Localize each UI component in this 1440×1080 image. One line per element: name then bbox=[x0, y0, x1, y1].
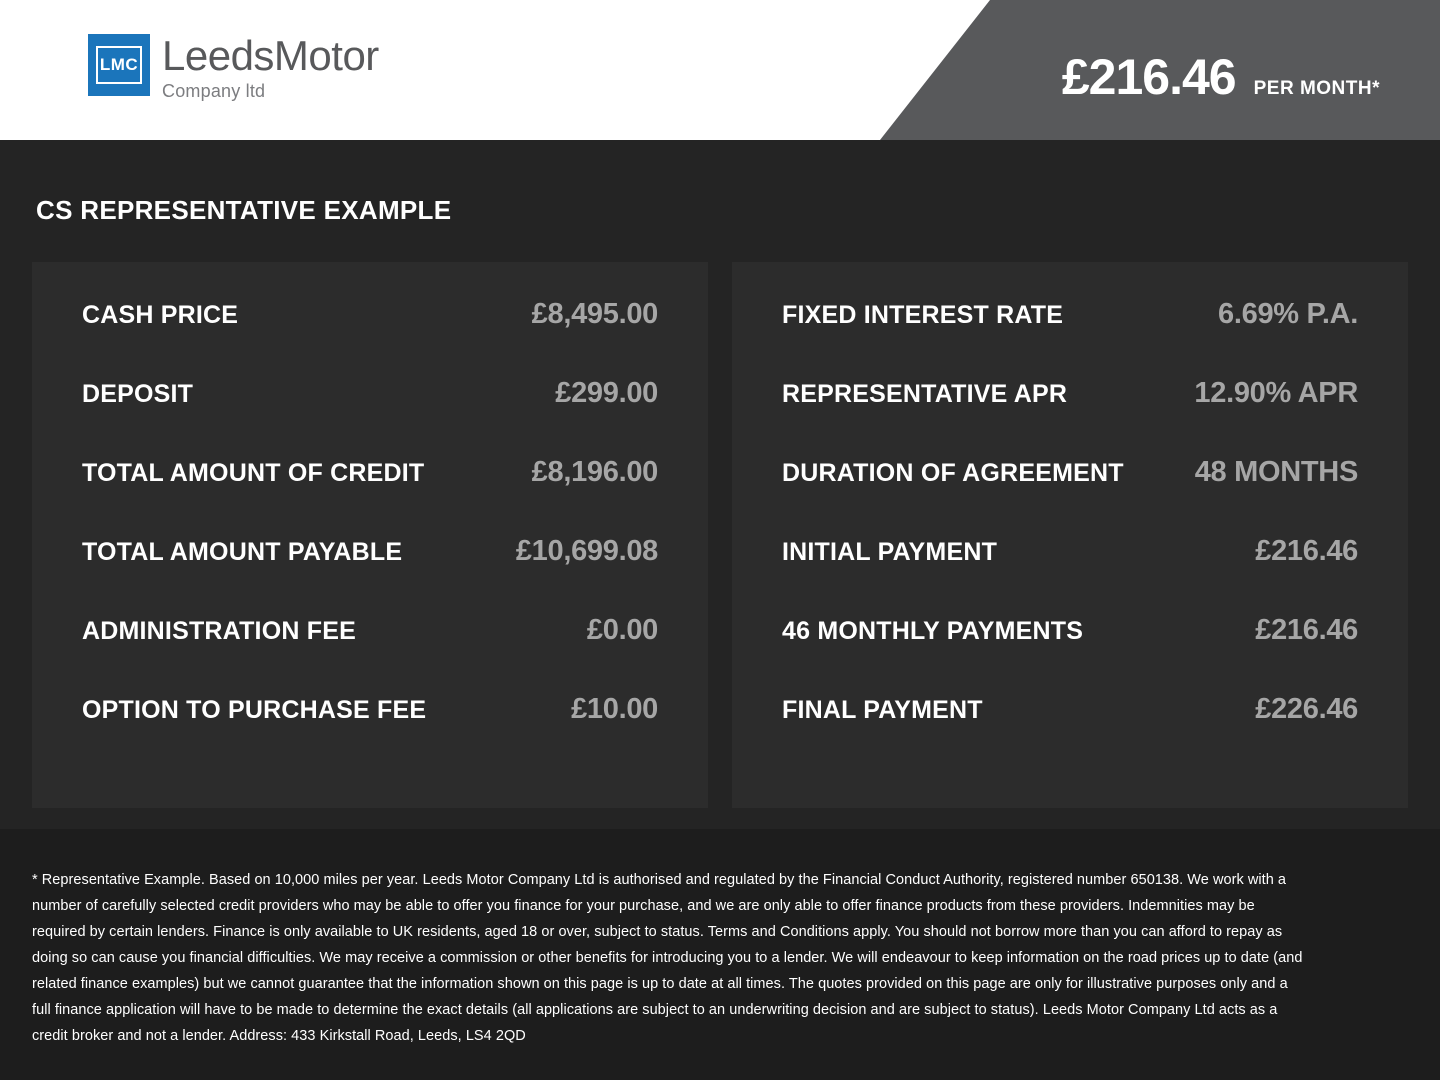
main-content bbox=[0, 140, 1440, 808]
row-value: 48 MONTHS bbox=[1194, 456, 1358, 488]
row-value: £216.46 bbox=[1255, 614, 1358, 646]
price-period-label: PER MONTH* bbox=[1253, 78, 1380, 99]
logo-company-name: LeedsMotor bbox=[162, 32, 379, 79]
price-amount: £216.46 bbox=[1061, 49, 1236, 105]
logo-mark-text: LMC bbox=[96, 46, 142, 84]
row-label: DURATION OF AGREEMENT bbox=[782, 459, 1124, 487]
logo-company-suffix: Company ltd bbox=[162, 81, 266, 101]
footer-disclaimer bbox=[0, 829, 1440, 1080]
row-value: £8,495.00 bbox=[531, 298, 658, 330]
row-label: REPRESENTATIVE APR bbox=[782, 380, 1068, 408]
row-label: 46 MONTHLY PAYMENTS bbox=[782, 617, 1084, 645]
page-header bbox=[0, 0, 1440, 140]
row-label: TOTAL AMOUNT PAYABLE bbox=[82, 538, 403, 566]
row-value: £299.00 bbox=[555, 377, 658, 409]
logo-wordmark bbox=[162, 34, 379, 102]
row-label: DEPOSIT bbox=[82, 380, 194, 408]
row-value: 12.90% APR bbox=[1194, 377, 1358, 409]
row-value: £216.46 bbox=[1255, 535, 1358, 567]
table-row bbox=[782, 535, 1358, 614]
table-row bbox=[782, 377, 1358, 456]
table-row bbox=[82, 377, 658, 456]
logo-mark-icon bbox=[88, 34, 150, 96]
table-row bbox=[782, 614, 1358, 693]
row-label: TOTAL AMOUNT OF CREDIT bbox=[82, 459, 425, 487]
table-row bbox=[82, 535, 658, 614]
finance-panel-right bbox=[732, 262, 1408, 808]
row-value: £0.00 bbox=[586, 614, 658, 646]
finance-details-panels bbox=[32, 262, 1408, 808]
page-title: CS REPRESENTATIVE EXAMPLE bbox=[36, 195, 452, 225]
row-label: ADMINISTRATION FEE bbox=[82, 617, 356, 645]
company-logo bbox=[88, 34, 379, 102]
row-value: £10,699.08 bbox=[515, 535, 658, 567]
table-row bbox=[782, 298, 1358, 377]
table-row bbox=[82, 456, 658, 535]
monthly-price bbox=[1062, 48, 1380, 106]
row-label: OPTION TO PURCHASE FEE bbox=[82, 696, 427, 724]
row-value: 6.69% P.A. bbox=[1218, 298, 1358, 330]
finance-panel-left bbox=[32, 262, 708, 808]
row-label: FIXED INTEREST RATE bbox=[782, 301, 1064, 329]
row-value: £8,196.00 bbox=[531, 456, 658, 488]
table-row bbox=[82, 693, 658, 772]
row-label: CASH PRICE bbox=[82, 301, 239, 329]
table-row bbox=[82, 614, 658, 693]
table-row bbox=[782, 693, 1358, 772]
row-label: INITIAL PAYMENT bbox=[782, 538, 998, 566]
table-row bbox=[82, 298, 658, 377]
row-value: £10.00 bbox=[571, 693, 658, 725]
row-value: £226.46 bbox=[1255, 693, 1358, 725]
disclaimer-text: * Representative Example. Based on 10,000 miles per year. Leeds Motor Company Ltd is authorised and regulated by the Financial Conduct Authority, registered number 650138. We work with a number of carefully selected credit providers who may be able to offer you finance for your purchase, and we are only able to offer finance products from these providers. Indemnities may be required by certain lenders. Finance is only available to UK residents, aged 18 or over, subject to status. Terms and Conditions apply. You should not borrow more than you can afford to repay as doing so can cause you financial difficulties. We may receive a commission or other benefits for introducing you to a lender. We will endeavour to keep information on the road prices up to date (and related finance examples) but we cannot guarantee that the information shown on this page is up to date at all times. The quotes provided on this page are only for illustrative purposes only and a full finance application will have to be made to determine the exact details (all applications are subject to an underwriting decision and are subject to status). Leeds Motor Company Ltd acts as a credit broker and not a lender. Address: 433 Kirkstall Road, Leeds, LS4 2QD bbox=[32, 872, 1303, 1044]
row-label: FINAL PAYMENT bbox=[782, 696, 983, 724]
table-row bbox=[782, 456, 1358, 535]
